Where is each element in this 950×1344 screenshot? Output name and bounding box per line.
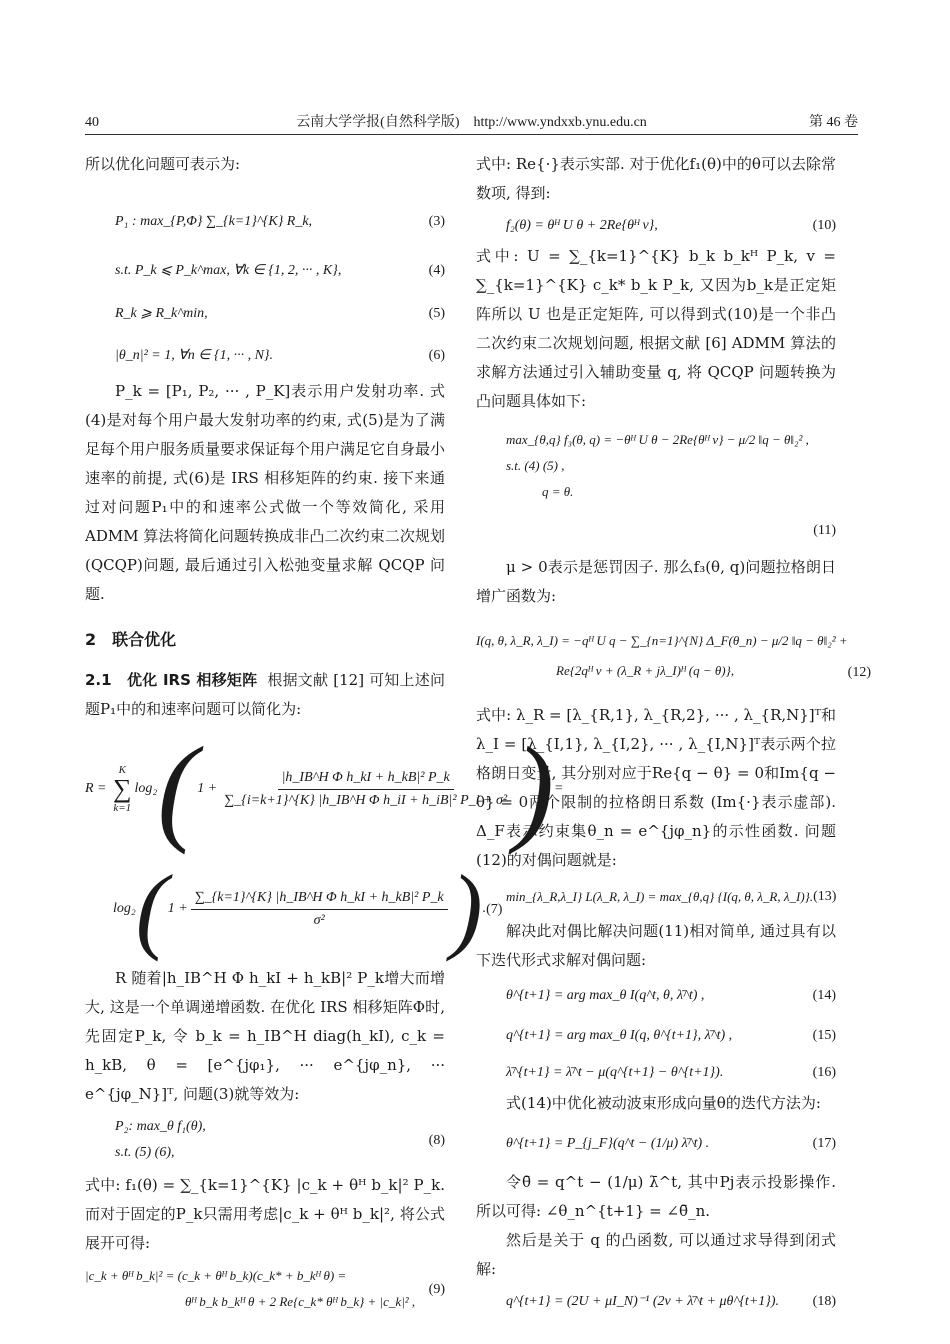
eq12-line-1: I(q, θ, λ_R, λ_I) = −qᴴ U q − ∑_{n=1}^{N} Δ_F(θ_n) − μ/2 ‖q − θ‖₂² + [476,633,848,648]
right-paragraph-8: 然后是关于 q 的凸函数, 可以通过求导得到闭式解: [476,1231,836,1278]
eq18-body: q^{t+1} = (2U + μI_N)⁻¹ (2v + λ̄^t + μθ^{t+1}). [506,1293,780,1309]
equation-10 [476,208,836,242]
eq4-body: s.t. P_k ⩽ P_k^max, ∀k ∈ {1, 2, ··· , K}, [115,262,342,278]
eq9-number: (9) [428,1281,445,1297]
eq16-number: (16) [812,1064,836,1080]
eq6-body: |θ_n|² = 1, ∀n ∈ {1, ··· , N}. [115,347,274,363]
equation-11 [476,416,836,516]
eq7b-body: log₂(1 + $\frac{\text{∑\_\{k=1\}\textasciicircum{}\{K\} |h\_IB\textasciicircum{}H Φ h\_kI + h\_kB|² P\_k}}{\text{σ²}}$ ). [113,855,487,962]
equation-4 [85,247,445,293]
right-paragraph-5: 解决此对偶比解决问题(11)相对简单, 通过具有以下迭代形式求解对偶问题: [476,922,836,969]
eq11-line-3: q = θ. [542,484,574,499]
equation-16 [476,1055,836,1089]
equation-7a [85,722,564,855]
eq8-line-2: s.t. (5) (6), [115,1145,175,1160]
eq15-body: q^{t+1} = arg max_θ I(q, θ^{t+1}, λ̄^t) , [506,1027,733,1043]
eq3-body: P₁ : max_{P,Φ} ∑_{k=1}^{K} R_k, [115,213,313,229]
eq7a-denominator: ∑_{i=k+1}^{K} |h_IB^H Φ h_iI + h_iB|² P_i + σ² [224,792,508,808]
equation-8 [85,1109,445,1171]
eq5-body: R_k ⩾ R_k^min, [115,305,208,321]
paragraph-2: R 随着|h_IB^H Φ h_kI + h_kB|² P_k增大而增大, 这是一个单调递增函数. 在优化 IRS 相移矩阵Φ时, 先固定P_k, 令 b_k = h_IB^H diag(h_kI), c_k = h_kB, θ = [e^{jφ₁}, ··· e^{jφ_n}, ··· e^{jφ_N}]ᵀ, 问题(3)就等效为: [85,969,445,1103]
eq11-body [476,427,809,505]
eq5-number: (5) [428,305,445,321]
eq7a-log: log₂ [134,781,158,797]
eq10-number: (10) [812,217,836,233]
eq7b-log: log₂ [113,901,136,917]
eq8-line-1: P₂: max_θ f₁(θ), [115,1119,206,1134]
eq13-number: (13) [813,888,837,904]
eq18-number: (18) [812,1293,836,1309]
right-paragraph-6: 式(14)中优化被动波束形成向量θ的迭代方法为: [506,1094,821,1112]
eq15-number: (15) [812,1027,836,1043]
eq14-number: (14) [812,987,836,1003]
right-paragraph-7: 令θ̄ = q^t − (1/μ) λ̄^t, 其中Pj表示投影操作. 所以可得: ∠θ_n^{t+1} = ∠θ̄_n. [476,1173,836,1220]
equation-5 [85,293,445,333]
right-paragraph-3: μ > 0表示是惩罚因子. 那么f₃(θ, q)问题拉格朗日增广函数为: [476,558,836,605]
eq7a-fraction [220,767,511,812]
eq8-body [85,1114,206,1166]
intro-text: 所以优化问题可表示为: [85,155,241,173]
subsection-title: 2.1 优化 IRS 相移矩阵 [85,671,258,689]
equation-15 [476,1015,836,1055]
eq9-body [85,1263,415,1315]
eq12-number: (12) [847,665,871,680]
equation-7b [85,854,503,964]
eq7a-numerator: |h_IB^H Φ h_kI + h_kB|² P_k [278,767,454,790]
right-paragraph-4: 式中: λ_R = [λ_{R,1}, λ_{R,2}, ··· , λ_{R,N}]ᵀ和 λ_I = [λ_{I,1}, λ_{I,2}, ··· , λ_{I,N}]ᵀ表示两个拉格朗日变量, 其分别对应于Re{q − θ} = 0和Im{q − θ} = 0两个限制的拉格朗日系数 (Im{·}表示虚部). Δ_F表示约束集θ_n = e^{jφ_n}的示性函数. 问题(12)的对偶问题就是: [476,706,836,869]
eq11-line-2: s.t. (4) (5) , [506,458,565,473]
eq7a-body: R = K ∑ k=1 log₂(1 + $\frac{\text{|h\_IB\textasciicircum{}H Φ h\_kI + h\_kB|² P\_k}}{\text{∑\_\{i=k+1\}\textasciicircum{}\{K\} |h\_IB\textasciicircum{}H Φ h\_iI + h\_iB|² P\_i + σ²}}$ )= [85,722,564,855]
right-paragraph-1: 式中: Re{·}表示实部. 对于优化f₁(θ)中的θ可以去除常数项, 得到: [476,155,836,202]
page-number: 40 [85,115,99,130]
eq17-number: (17) [812,1135,836,1151]
eq12-line-2: Re{2qᴴ v + (λ_R + jλ_I)ᴴ (q − θ)}, [556,663,735,678]
eq11-line-1: max_{θ,q} f₃(θ, q) = −θᴴ U θ − 2Re{θᴴ v} − μ/2 ‖q − θ‖₂² , [506,432,809,447]
eq7b-numerator: ∑_{k=1}^{K} |h_IB^H Φ h_kI + h_kB|² P_k [191,887,448,910]
equation-13 [476,875,836,917]
eq4-number: (4) [428,262,445,278]
journal-title: 云南大学学报(自然科学版) http://www.yndxxb.ynu.edu.cn [296,115,647,130]
equation-9 [85,1258,445,1320]
eq14-body: θ^{t+1} = arg max_θ I(q^t, θ, λ̄^t) , [506,987,705,1003]
equation-14 [476,975,836,1015]
eq7b-denominator: σ² [313,912,325,928]
eq17-body: θ^{t+1} = P_{j_F}(q^t − (1/μ) λ̄^t) . [506,1135,710,1151]
equation-6 [85,333,445,377]
eq8-number: (8) [428,1132,445,1148]
paragraph-3: 式中: f₁(θ) = ∑_{k=1}^{K} |c_k + θᴴ b_k|² P_k. 而对于固定的P_k只需用考虑|c_k + θᴴ b_k|², 将公式展开可得: [85,1176,445,1252]
equation-18 [476,1284,836,1318]
eq7a-lhs: R = [85,781,110,797]
paragraph-1: P_k = [P₁, P₂, ··· , P_K]表示用户发射功率. 式(4)是对每个用户最大发射功率的约束, 式(5)是为了满足每个用户服务质量要求保证每个用户满足它自身最小速率的前提, 式(6)是 IRS 相移矩阵的约束. 接下来通过对问题P₁中的和速率公式做一个等效简化, 采用 ADMM 算法将简化问题转换成非凸二次约束二次规划(QCQP)问题, 最后通过引入松弛变量求解 QCQP 问题. [85,382,446,603]
eq3-number: (3) [428,213,445,229]
eq13-body: min_{λ_R,λ_I} L(λ_R, λ_I) = max_{θ,q} {I(q, θ, λ_R, λ_I)}. [506,888,814,904]
eq9-line-1: |c_k + θᴴ b_k|² = (c_k + θᴴ b_k)(c_k* + b_kᴴ θ) = [85,1268,347,1283]
eq9-line-2: θᴴ b_k b_kᴴ θ + 2 Re{c_k* θᴴ b_k} + |c_k|² , [185,1294,416,1309]
eq7b-fraction [191,887,448,932]
eq7-number: (7) [486,901,503,917]
running-header [85,108,858,134]
right-paragraph-2: 式中: U = ∑_{k=1}^{K} b_k b_kᴴ P_k, v = ∑_{k=1}^{K} c_k* b_k P_k, 又因为b_k是正定矩阵所以 U 也是正定矩阵, 可以得到式(10)是一个非凸二次约束二次规划问题, 根据文献 [6] ADMM 算法的求解方法通过引入辅助变量 q, 将 QCQP 问题转换为凸问题具体如下: [476,247,836,410]
eq12-body [476,626,848,686]
equation-12 [476,611,871,701]
header-rule [85,134,858,135]
eq7a-sum: K ∑ k=1 [113,764,132,814]
volume-label: 第 46 卷 [809,115,858,130]
eq11-number: (11) [813,523,836,538]
eq6-number: (6) [428,347,445,363]
eq10-body: f₂(θ) = θᴴ U θ + 2Re{θᴴ v}, [506,217,658,233]
subsection-paragraph [85,666,445,724]
equation-3 [85,195,445,247]
right-column [476,150,871,1318]
section-heading: 2 联合优化 [85,630,177,649]
equation-17 [476,1118,836,1168]
eq16-body: λ̄^{t+1} = λ̄^t − μ(q^{t+1} − θ^{t+1}). [506,1064,724,1080]
subsection-text: 根据文献 [12] 可知上述问题P₁中的和速率问题可以简化为: [85,671,446,718]
